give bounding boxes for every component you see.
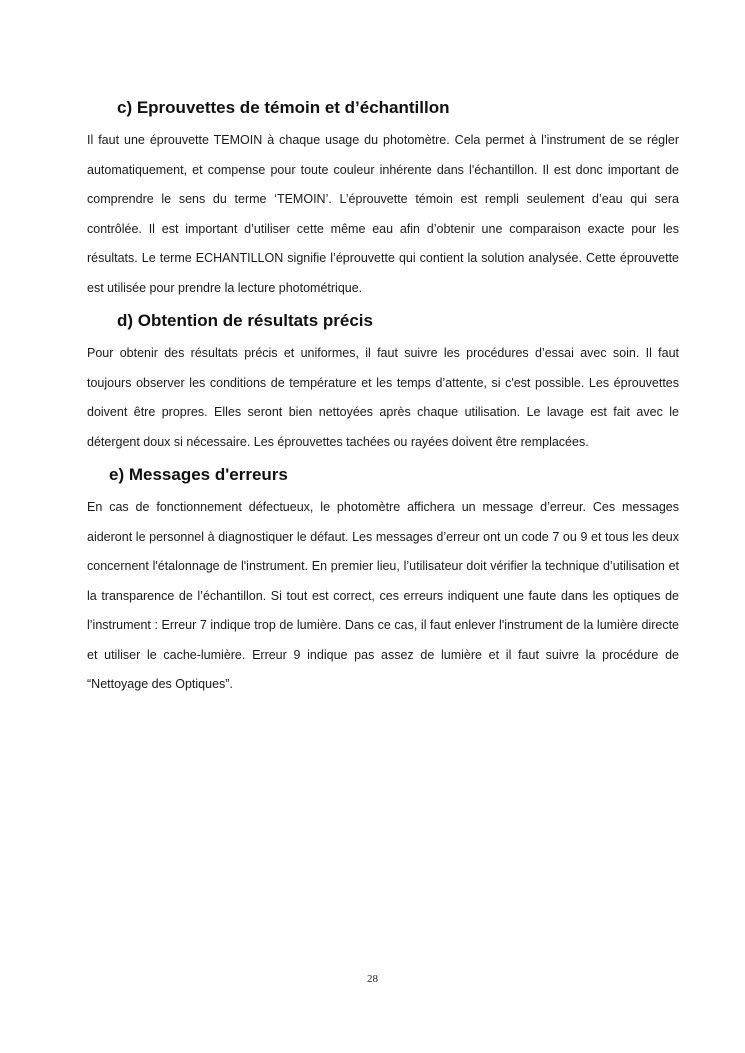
- section-heading: c) Eprouvettes de témoin et d’échantillon: [117, 98, 450, 117]
- section-paragraph: Pour obtenir des résultats précis et uniformes, il faut suivre les procédures d’essai avec soin. Il faut toujours observer les conditions de température et les temps d’attente, si c'est possible. Les éprouvettes doivent être propres. Elles seront bien nettoyées après chaque utilisation. Le lavage est fait avec le détergent doux si nécessaire. Les éprouvettes tachées ou rayées doivent être remplacées.: [87, 346, 679, 449]
- section-messages-erreurs: [87, 463, 679, 700]
- page-number: 28: [367, 973, 378, 985]
- section-resultats-precis: [87, 309, 679, 457]
- section-paragraph: Il faut une éprouvette TEMOIN à chaque usage du photomètre. Cela permet à l’instrument de se régler automatiquement, et compense pour toute couleur inhérente dans l'échantillon. Il est donc important de comprendre le sens du terme ‘TEMOIN’. L’éprouvette témoin est rempli seulement d’eau qui sera contrôlée. Il est important d’utiliser cette même eau afin d’obtenir une comparaison exacte pour les résultats. Le terme ECHANTILLON signifie l’éprouvette qui contient la solution analysée. Cette éprouvette est utilisée pour prendre la lecture photométrique.: [87, 133, 679, 295]
- section-temoin-echantillon: [87, 96, 679, 303]
- section-paragraph: En cas de fonctionnement défectueux, le photomètre affichera un message d’erreur. Ces messages aideront le personnel à diagnostiquer le défaut. Les messages d’erreur ont un code 7 ou 9 et tous les deux concernent l'étalonnage de l'instrument. En premier lieu, l’utilisateur doit vérifier la technique d’utilisation et la transparence de l’échantillon. Si tout est correct, ces erreurs indiquent une faute dans les optiques de l’instrument : Erreur 7 indique trop de lumière. Dans ce cas, il faut enlever l'instrument de la lumière directe et utiliser le cache-lumière. Erreur 9 indique pas assez de lumière et il faut suivre la procédure de “Nettoyage des Optiques”.: [87, 500, 679, 691]
- section-heading: e) Messages d'erreurs: [109, 465, 288, 484]
- section-heading: d) Obtention de résultats précis: [117, 311, 373, 330]
- page-content: [87, 96, 679, 706]
